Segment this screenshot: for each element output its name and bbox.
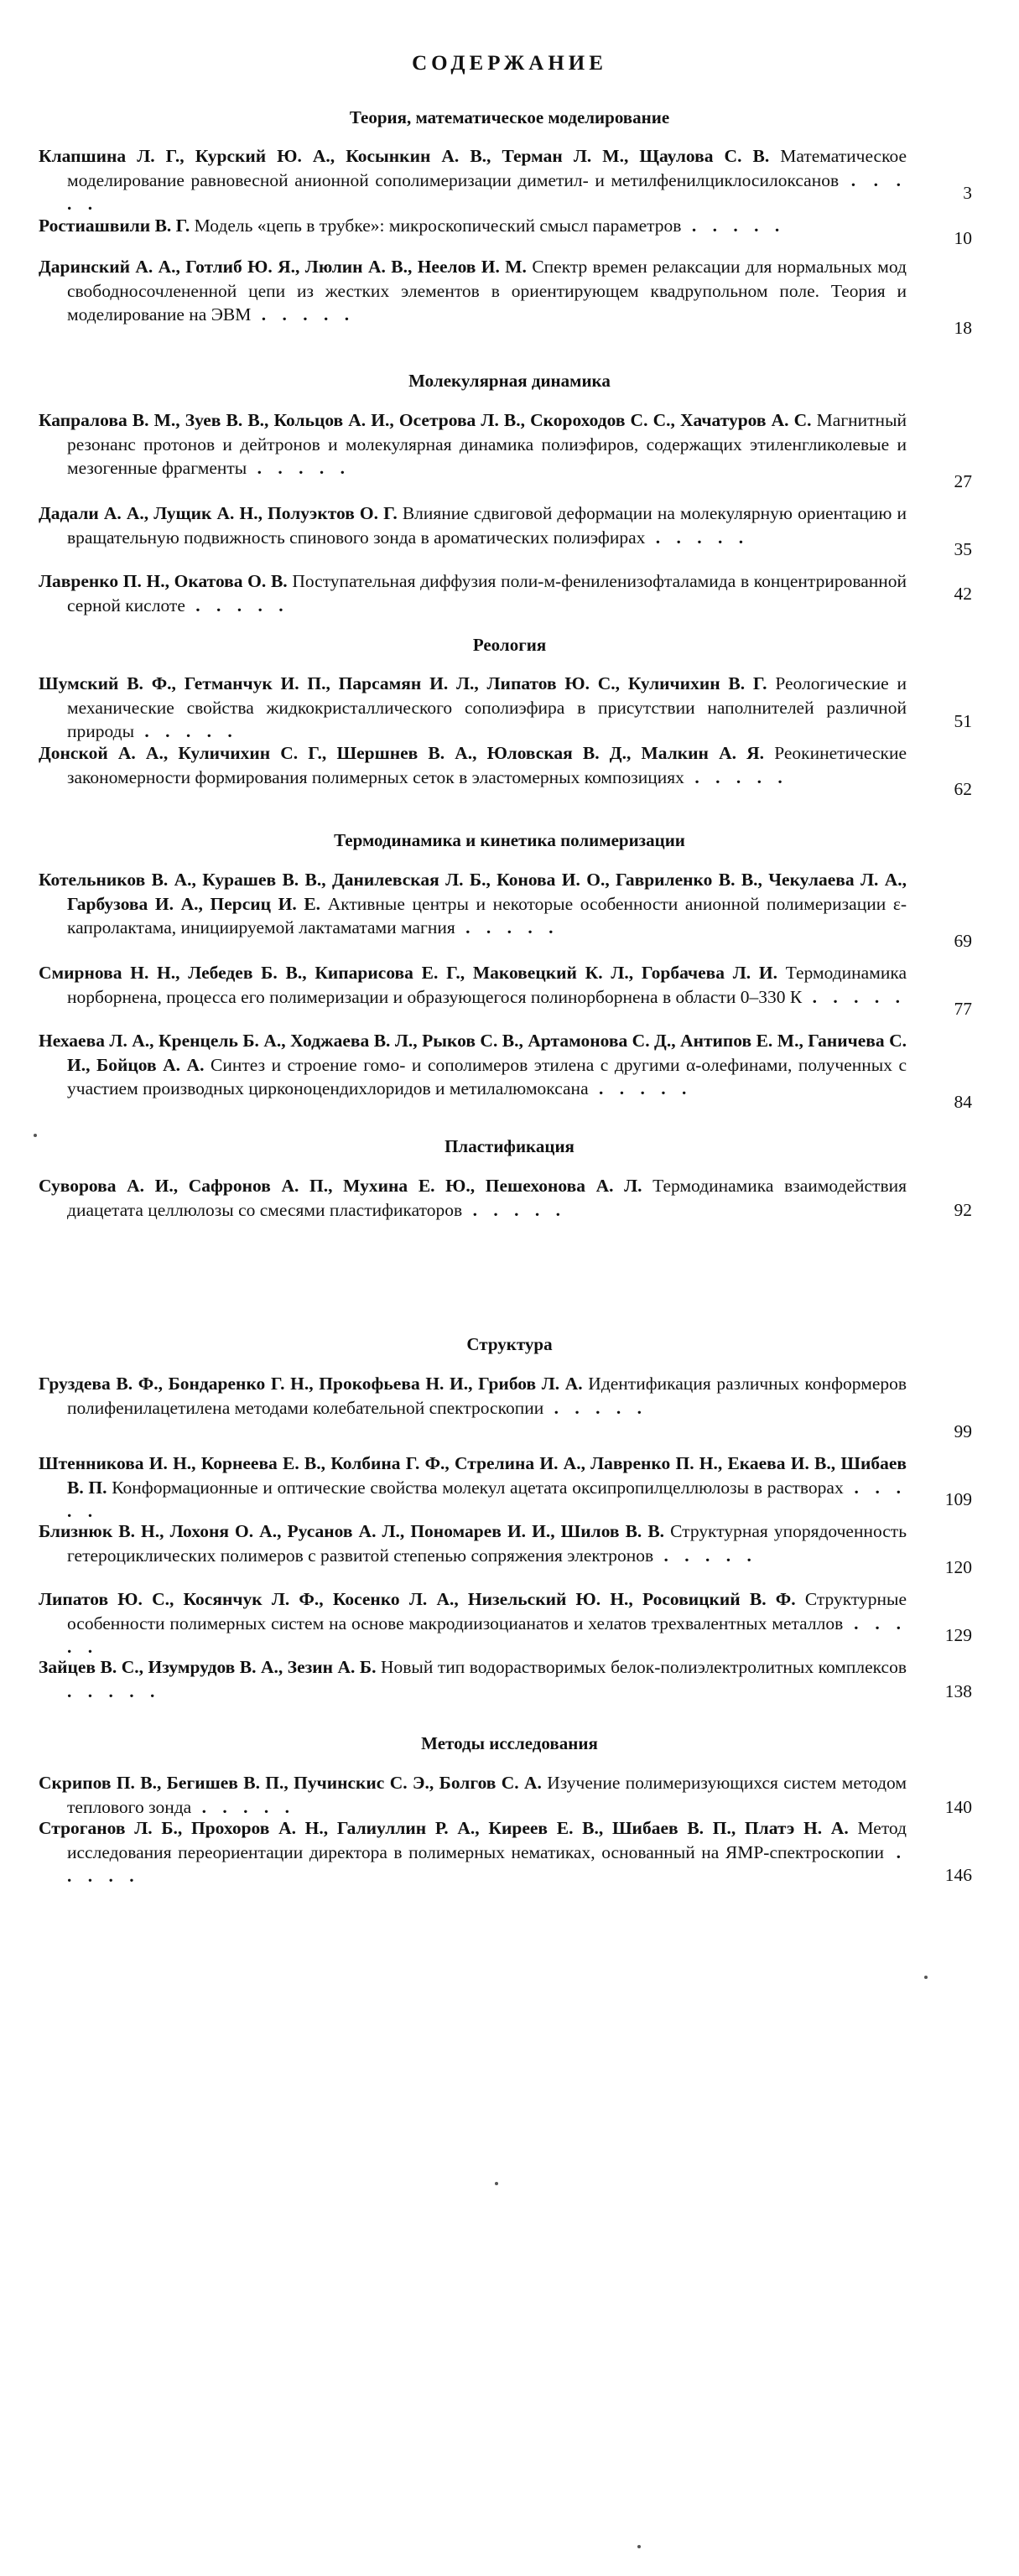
entry-authors: Даринский А. А., Готлиб Ю. Я., Люлин А. В., Неелов И. М. <box>39 257 527 277</box>
dot-leader: . . . . . <box>251 304 356 325</box>
print-speck <box>495 2182 498 2185</box>
toc-entry[interactable] <box>39 1519 907 1567</box>
entry-page: 109 <box>944 1489 972 1509</box>
entry-page: 27 <box>954 471 972 491</box>
entry-authors: Зайцев В. С., Изумрудов В. А., Зезин А. Б. <box>39 1657 377 1677</box>
entry-authors: Шумский В. Ф., Гетманчук И. П., Парсамян И. Л., Липатов Ю. С., Куличихин В. Г. <box>39 673 767 693</box>
print-speck <box>924 1976 928 1979</box>
entry-page: 146 <box>944 1865 972 1885</box>
entry-title: Модель «цепь в трубке»: микроскопический смысл параметров <box>194 216 682 236</box>
toc-entry[interactable] <box>39 868 907 940</box>
entry-authors: Дадали А. А., Лущик А. Н., Полуэктов О. Г. <box>39 503 398 523</box>
entry-title: Спектр времен релаксации для нормальных мод свободносочлененной цепи из жестких элементов в ориентирующем квадрупольном поле. Теория и моделирование на ЭВМ <box>67 257 907 325</box>
entry-title: Магнитный резонанс протонов и дейтронов и молекулярная динамика полиэфиров, содержащих этиленгликолевые и мезогенные фрагменты <box>67 410 907 478</box>
section-heading: Молекулярная динамика <box>408 371 611 391</box>
toc-entry[interactable] <box>39 408 907 480</box>
toc-entry[interactable] <box>39 255 907 327</box>
toc-entry[interactable] <box>39 961 907 1009</box>
entry-authors: Лавренко П. Н., Окатова О. В. <box>39 571 288 591</box>
entry-page: 51 <box>954 711 972 731</box>
dot-leader: . . . . . <box>455 917 559 937</box>
entry-title: Структурная упорядоченность гетероциклических полимеров с развитой степенью сопряжения электронов <box>67 1521 907 1566</box>
dot-leader: . . . . . <box>247 458 351 478</box>
section-heading: Структура <box>466 1334 553 1354</box>
dot-leader: . . . . . <box>588 1078 693 1098</box>
entry-page: 42 <box>954 584 972 604</box>
entry-page: 99 <box>954 1421 972 1441</box>
entry-page: 77 <box>954 999 972 1019</box>
dot-leader: . . . . . <box>67 1841 907 1886</box>
entry-page: 35 <box>954 539 972 559</box>
entry-page: 84 <box>954 1092 972 1112</box>
entry-authors: Смирнова Н. Н., Лебедев Б. В., Кипарисова Е. Г., Маковецкий К. Л., Горбачева Л. И. <box>39 963 777 983</box>
toc-entry[interactable] <box>39 1816 907 1888</box>
entry-authors: Ростиашвили В. Г. <box>39 216 190 236</box>
entry-authors: Строганов Л. Б., Прохоров А. Н., Галиуллин Р. А., Киреев Е. В., Шибаев В. П., Платэ Н. А. <box>39 1818 849 1838</box>
toc-entry[interactable] <box>39 1771 907 1819</box>
entry-authors: Суворова А. И., Сафронов А. П., Мухина Е. Ю., Пешехонова А. Л. <box>39 1176 642 1196</box>
section-heading: Пластификация <box>445 1136 574 1156</box>
entry-title: Реокинетические закономерности формирования полимерных сеток в эластомерных композициях <box>67 743 907 787</box>
toc-entry[interactable] <box>39 1587 907 1659</box>
entry-page: 69 <box>954 931 972 951</box>
entry-title: Поступательная диффузия поли-м-фениленизофталамида в концентрированной серной кислоте <box>67 571 907 615</box>
dot-leader: . . . . . <box>653 1545 757 1566</box>
dot-leader: . . . . . <box>684 766 788 787</box>
entry-authors: Липатов Ю. С., Косянчук Л. Ф., Косенко Л. А., Низельский Ю. Н., Росовицкий В. Ф. <box>39 1589 796 1609</box>
toc-entry[interactable] <box>39 1174 907 1222</box>
dot-leader: . . . . . <box>462 1199 566 1220</box>
entry-title: Идентификация различных конформеров полифенилацетилена методами колебательной спектроскопии <box>67 1374 907 1418</box>
dot-leader: . . . . . <box>67 169 907 214</box>
dot-leader: . . . . . <box>134 721 238 741</box>
entry-authors: Штенникова И. Н., Корнеева Е. В., Колбина Г. Ф., Стрелина И. А., Лавренко П. Н., Екаева И. В., Шибаев В. П. <box>39 1453 907 1498</box>
entry-page: 140 <box>944 1797 972 1817</box>
toc-entry[interactable] <box>39 569 907 617</box>
entry-authors: Скрипов П. В., Бегишев В. П., Пучинскис С. Э., Болгов С. А. <box>39 1773 542 1793</box>
entry-page: 3 <box>963 183 972 203</box>
dot-leader: . . . . . <box>67 1477 907 1521</box>
entry-title: Метод исследования переориентации директора в полимерных нематиках, основанный на ЯМР-спектроскопии <box>67 1818 907 1862</box>
toc-entry[interactable] <box>39 501 907 549</box>
toc-entry[interactable] <box>39 741 907 789</box>
entry-page: 62 <box>954 779 972 799</box>
entry-authors: Нехаева Л. А., Кренцель Б. А., Ходжаева В. Л., Рыков С. В., Артамонова С. Д., Антипов Е. М., Ганичева С. И., Бойцов А. А. <box>39 1031 907 1075</box>
entry-authors: Груздева В. Ф., Бондаренко Г. Н., Прокофьева Н. И., Грибов Л. А. <box>39 1374 583 1394</box>
toc-entry[interactable] <box>39 144 907 216</box>
entry-authors: Котельников В. А., Курашев В. В., Данилевская Л. Б., Конова И. О., Гавриленко В. В., Чекулаева Л. А., Гарбузова И. А., Персиц И. Е. <box>39 870 907 914</box>
entry-title: Термодинамика взаимодействия диацетата целлюлозы со смесями пластификаторов <box>67 1176 907 1220</box>
entry-title: Синтез и строение гомо- и сополимеров этилена с другими α-олефинами, полученных с участием производных цирконоцендихлоридов и метилалюмоксана <box>67 1054 907 1098</box>
entry-title: Конформационные и оптические свойства молекул ацетата оксипропилцеллюлозы в растворах <box>112 1477 844 1498</box>
dot-leader: . . . . . <box>67 1680 161 1701</box>
entry-title: Структурные особенности полимерных систем на основе макродиизоцианатов и хелатов трехвалентных металлов <box>67 1589 907 1633</box>
entry-title: Новый тип водорастворимых белок-полиэлектролитных комплексов <box>381 1657 907 1677</box>
dot-leader: . . . . . <box>185 595 289 615</box>
entry-title: Реологические и механические свойства жидкокристаллического сополиэфира в присутствии наполнителей различной природы <box>67 673 907 741</box>
entry-authors: Клапшина Л. Г., Курский Ю. А., Косынкин А. В., Терман Л. М., Щаулова С. В. <box>39 146 770 166</box>
entry-page: 138 <box>944 1681 972 1701</box>
toc-entry[interactable] <box>39 1372 907 1420</box>
entry-authors: Донской А. А., Куличихин С. Г., Шершнев В. А., Юловская В. Д., Малкин А. Я. <box>39 743 765 763</box>
entry-title: Изучение полимеризующихся систем методом теплового зонда <box>67 1773 907 1817</box>
dot-leader: . . . . . <box>802 986 906 1007</box>
dot-leader: . . . . . <box>67 1613 907 1657</box>
toc-entry[interactable] <box>39 214 907 238</box>
dot-leader: . . . . . <box>645 527 750 548</box>
entry-authors: Капралова В. М., Зуев В. В., Кольцов А. И., Осетрова Л. В., Скороходов С. С., Хачатуров А. С. <box>39 410 812 430</box>
toc-entry[interactable] <box>39 1452 907 1524</box>
entry-title: Влияние сдвиговой деформации на молекулярную ориентацию и вращательную подвижность спинового зонда в ароматических полиэфирах <box>67 503 907 548</box>
entry-title: Активные центры и некоторые особенности анионной полимеризации ε-капролактама, инициируемой лактаматами магния <box>67 893 907 937</box>
entry-page: 129 <box>944 1625 972 1645</box>
entry-page: 18 <box>954 318 972 338</box>
toc-entry[interactable] <box>39 1029 907 1101</box>
entry-page: 120 <box>944 1557 972 1577</box>
print-speck <box>637 2545 641 2548</box>
entry-title: Математическое моделирование равновесной анионной сополимеризации диметил- и метилфенилциклосилоксанов <box>67 146 907 190</box>
entry-page: 10 <box>954 228 972 248</box>
dot-leader: . . . . . <box>191 1796 295 1817</box>
entry-title: Термодинамика норборнена, процесса его полимеризации и образующегося полинорборнена в области 0–330 К <box>67 963 907 1007</box>
section-heading: Термодинамика и кинетика полимеризации <box>334 830 685 850</box>
section-heading: Методы исследования <box>421 1733 598 1753</box>
entry-authors: Близнюк В. Н., Лохоня О. А., Русанов А. Л., Пономарев И. И., Шилов В. В. <box>39 1521 665 1541</box>
dot-leader: . . . . . <box>543 1397 647 1418</box>
toc-entry[interactable] <box>39 672 907 744</box>
toc-entry[interactable] <box>39 1655 907 1703</box>
page-title: СОДЕРЖАНИЕ <box>412 52 607 75</box>
dot-leader: . . . . . <box>681 216 786 236</box>
section-heading: Реология <box>472 635 547 655</box>
entry-page: 92 <box>954 1200 972 1220</box>
section-heading: Теория, математическое моделирование <box>349 107 670 127</box>
